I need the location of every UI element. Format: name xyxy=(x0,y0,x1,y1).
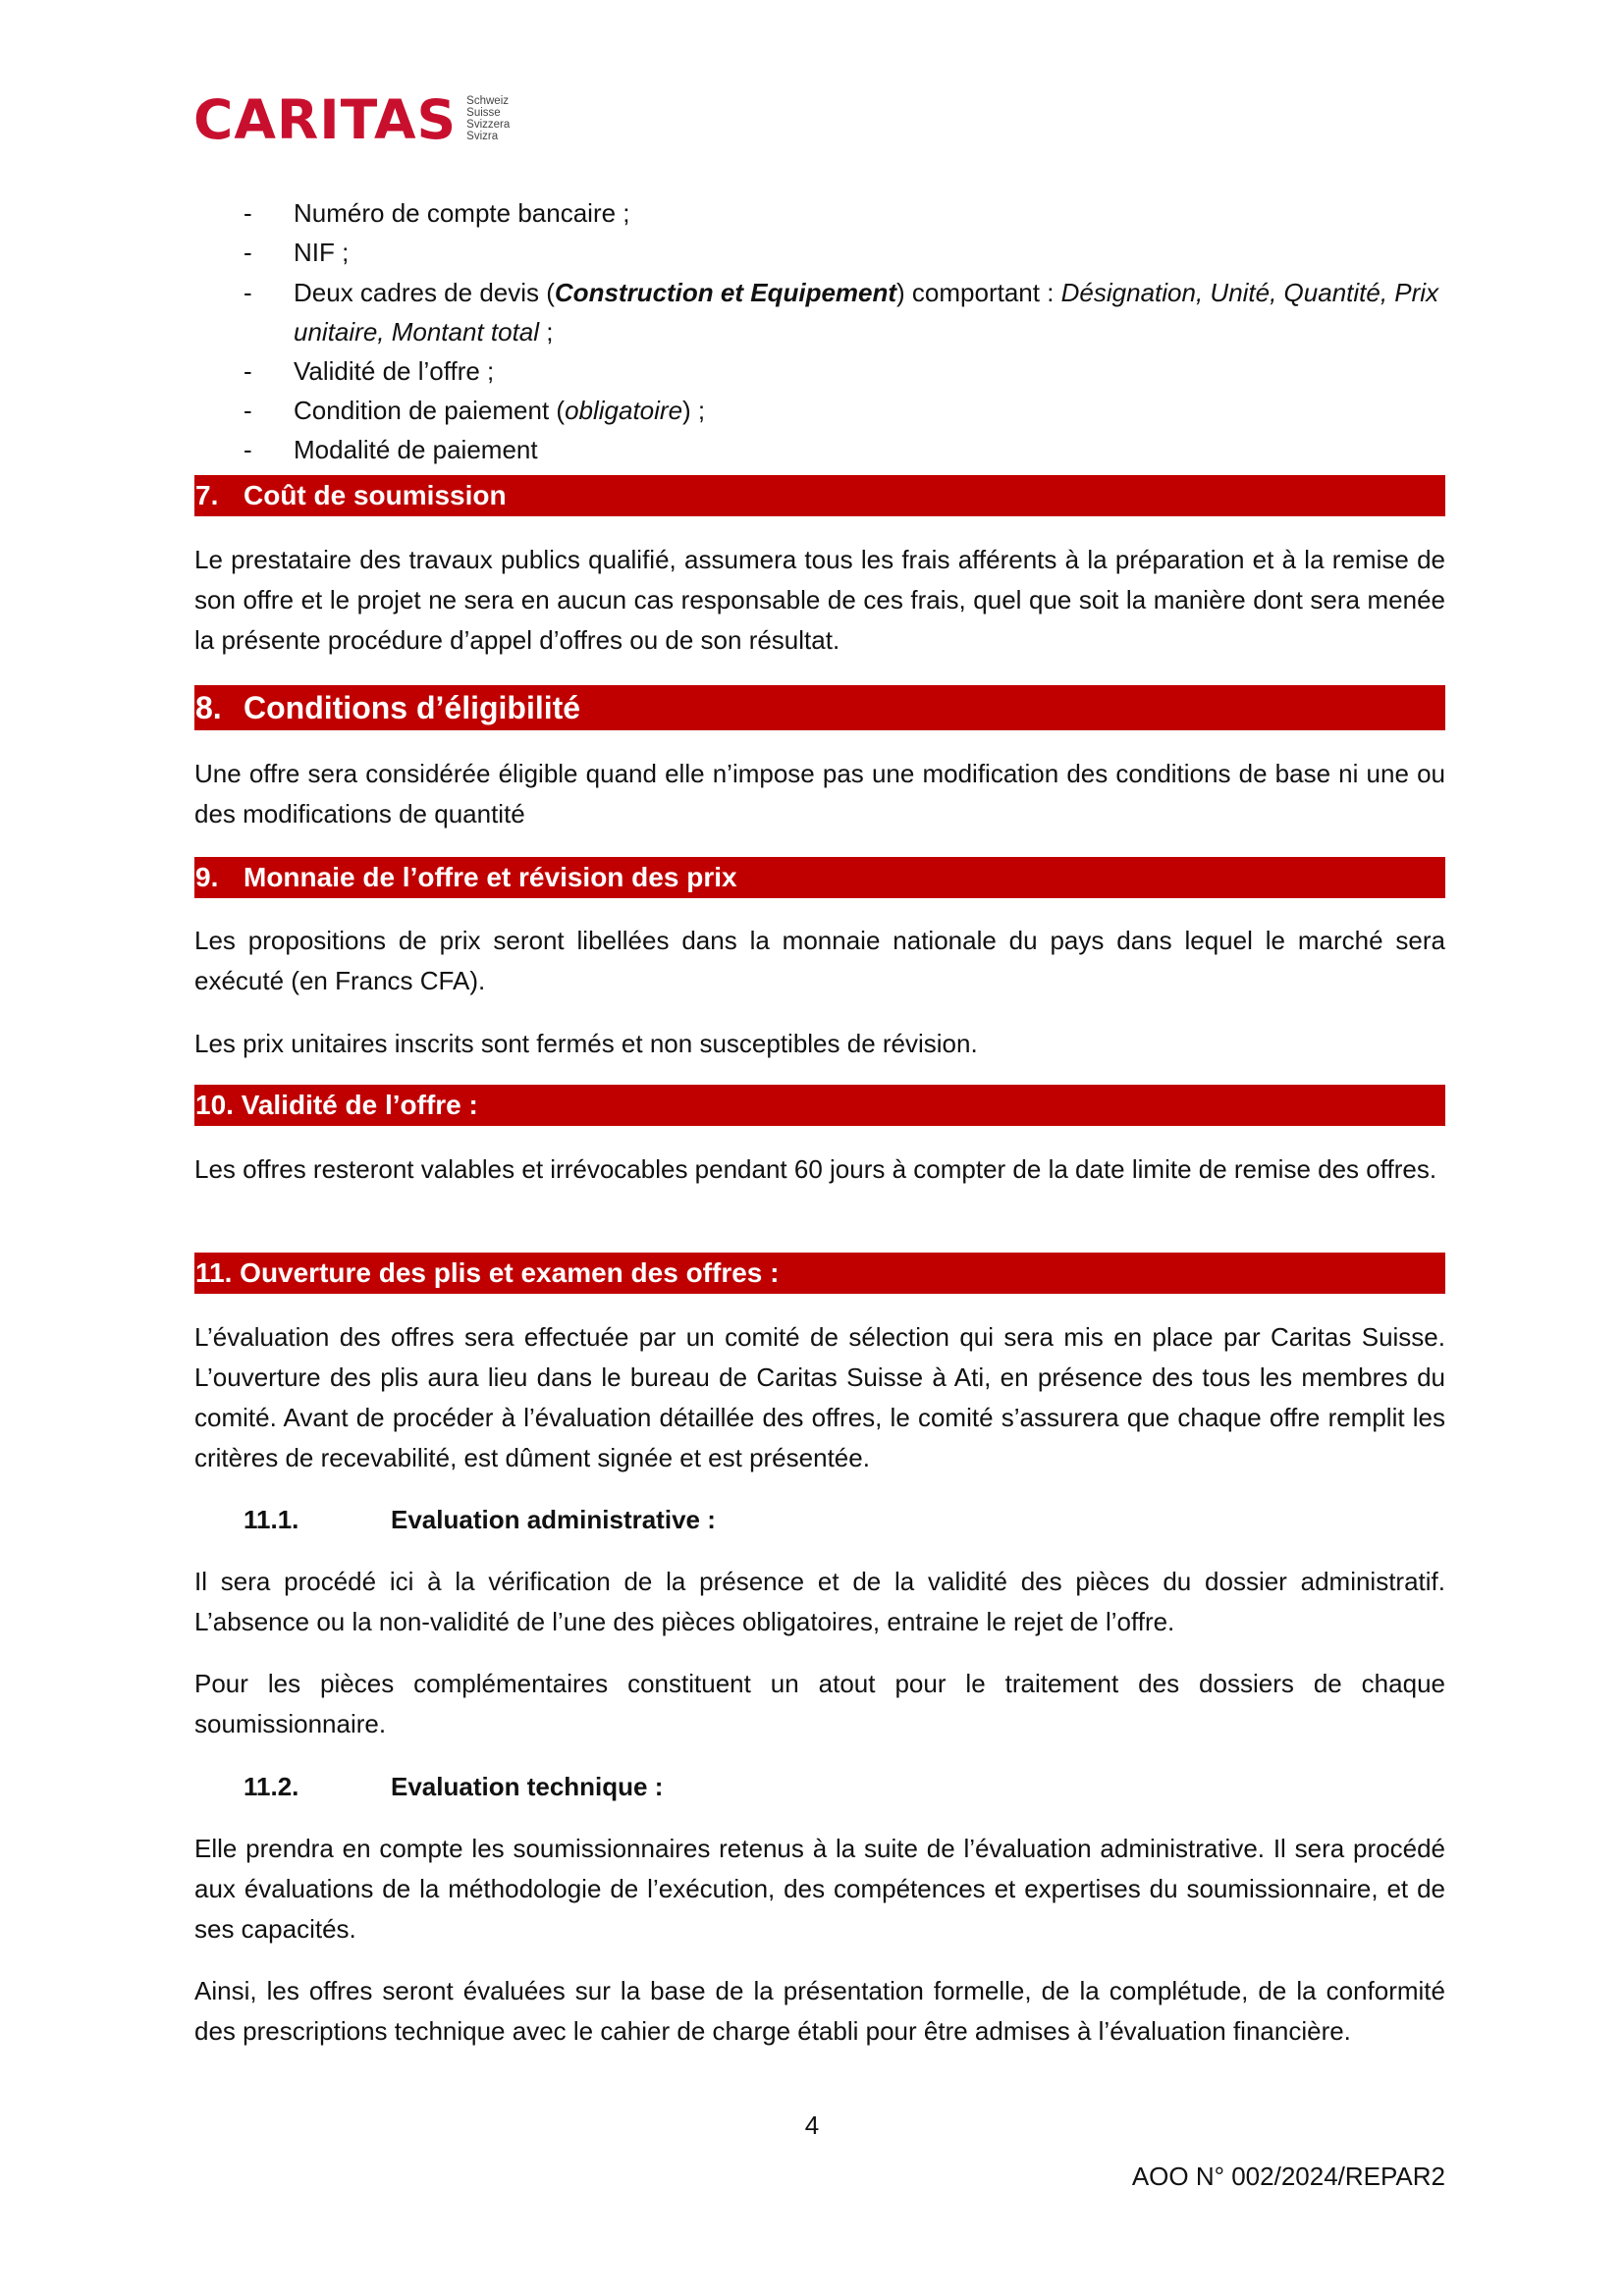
bullet-dash: - xyxy=(244,435,252,464)
bullet-dash: - xyxy=(244,396,252,425)
logo-language: Suisse xyxy=(466,107,501,119)
section-heading-8 xyxy=(194,685,1445,730)
list-item-text: Numéro de compte bancaire ; xyxy=(294,198,630,228)
logo-language: Schweiz xyxy=(466,95,509,107)
logo-languages xyxy=(466,94,510,142)
section-number: 7. xyxy=(195,480,219,510)
document-reference: AOO N° 002/2024/REPAR2 xyxy=(1131,2162,1445,2191)
text-run: ; xyxy=(539,317,554,347)
text-run: Condition de paiement ( xyxy=(294,396,566,425)
list-item-text: NIF ; xyxy=(294,238,350,267)
section-heading-7 xyxy=(194,475,1445,516)
paragraph: Ainsi, les offres seront évaluées sur la base de la présentation formelle, de la complétude, de la conformité des prescriptions technique avec le cahier de charge établi pour être admises à l’évaluation financière. xyxy=(194,1976,1445,2046)
section-title: 11. Ouverture des plis et examen des offres : xyxy=(195,1257,780,1288)
section-number: 8. xyxy=(195,689,222,725)
italic-text: obligatoire xyxy=(565,396,683,425)
paragraph: Il sera procédé ici à la vérification de la présence et de la validité des pièces du dossier administratif. L’absence ou la non-validité de l’une des pièces obligatoires, entraine le rejet de l’offre. xyxy=(194,1567,1445,1636)
list-item xyxy=(194,273,1445,351)
logo-wordmark: CARITAS xyxy=(193,88,458,151)
bullet-dash: - xyxy=(244,356,252,386)
paragraph: Elle prendra en compte les soumissionnaires retenus à la suite de l’évaluation administrative. Il sera procédé aux évaluations de la méthodologie de l’exécution, des compétences et expertises du soumissionnaire, et de ses capacités. xyxy=(194,1834,1445,1944)
text-run: ) comportant : xyxy=(896,278,1061,307)
list-item-text: Modalité de paiement xyxy=(294,435,538,464)
subsection-heading-11-2 xyxy=(244,1767,664,1806)
section-number: 9. xyxy=(195,862,219,892)
list-item-text xyxy=(294,391,1445,430)
section-heading-9 xyxy=(194,857,1445,898)
list-item xyxy=(194,351,1445,391)
list-item-text xyxy=(294,273,1445,351)
section-title: Coût de soumission xyxy=(244,480,507,510)
list-item-text: Validité de l’offre ; xyxy=(294,356,495,386)
subsection-number: 11.1. xyxy=(244,1505,299,1534)
paragraph: L’évaluation des offres sera effectuée par un comité de sélection qui sera mis en place par Caritas Suisse. L’ouverture des plis aura lieu dans le bureau de Caritas Suisse à Ati, en présence des tous les membres du comité. Avant de procéder à l’évaluation détaillée des offres, le comité s’assurera que chaque offre remplit les critères de recevabilité, est dûment signée et est présentée. xyxy=(194,1322,1445,1472)
bullet-dash: - xyxy=(244,238,252,267)
logo-language: Svizra xyxy=(466,131,499,142)
paragraph: Une offre sera considérée éligible quand elle n’impose pas une modification des conditions de base ni une ou des modifications de quantité xyxy=(194,759,1445,828)
list-item xyxy=(194,391,1445,430)
paragraph: Les offres resteront valables et irrévocables pendant 60 jours à compter de la date limite de remise des offres. xyxy=(194,1154,1437,1184)
section-title: 10. Validité de l’offre : xyxy=(195,1090,478,1120)
subsection-title: Evaluation administrative : xyxy=(391,1505,716,1534)
list-item xyxy=(194,233,1445,272)
paragraph: Les prix unitaires inscrits sont fermés et non susceptibles de révision. xyxy=(194,1029,978,1058)
subsection-number: 11.2. xyxy=(244,1772,299,1801)
paragraph: Les propositions de prix seront libellées dans la monnaie nationale du pays dans lequel le marché sera exécuté (en Francs CFA). xyxy=(194,926,1445,995)
section-heading-10 xyxy=(194,1085,1445,1126)
page-number: 4 xyxy=(804,2110,820,2140)
subsection-heading-11-1 xyxy=(244,1500,716,1539)
paragraph: Le prestataire des travaux publics qualifié, assumera tous les frais afférents à la préparation et à la remise de son offre et le projet ne sera en aucun cas responsable de ces frais, quel que soit la manière dont sera menée la présente procédure d’appel d’offres ou de son résultat. xyxy=(194,545,1445,655)
text-run: ) ; xyxy=(682,396,706,425)
section-heading-11 xyxy=(194,1253,1445,1294)
caritas-logo xyxy=(193,88,511,151)
text-run: Deux cadres de devis ( xyxy=(294,278,555,307)
logo-language: Svizzera xyxy=(466,119,511,131)
paragraph: Pour les pièces complémentaires constituent un atout pour le traitement des dossiers de chaque soumissionnaire. xyxy=(194,1669,1445,1738)
list-item xyxy=(194,430,1445,469)
section-title: Monnaie de l’offre et révision des prix xyxy=(244,862,737,892)
bullet-dash: - xyxy=(244,278,252,307)
italic-text: Désignation, Unité, Quantité, Prix unitaire, Montant total xyxy=(294,278,1439,347)
subsection-title: Evaluation technique : xyxy=(391,1772,664,1801)
list-item xyxy=(194,193,1445,233)
section-title: Conditions d’éligibilité xyxy=(244,689,581,725)
emphasis-text: Construction et Equipement xyxy=(554,278,897,307)
bullet-dash: - xyxy=(244,198,252,228)
